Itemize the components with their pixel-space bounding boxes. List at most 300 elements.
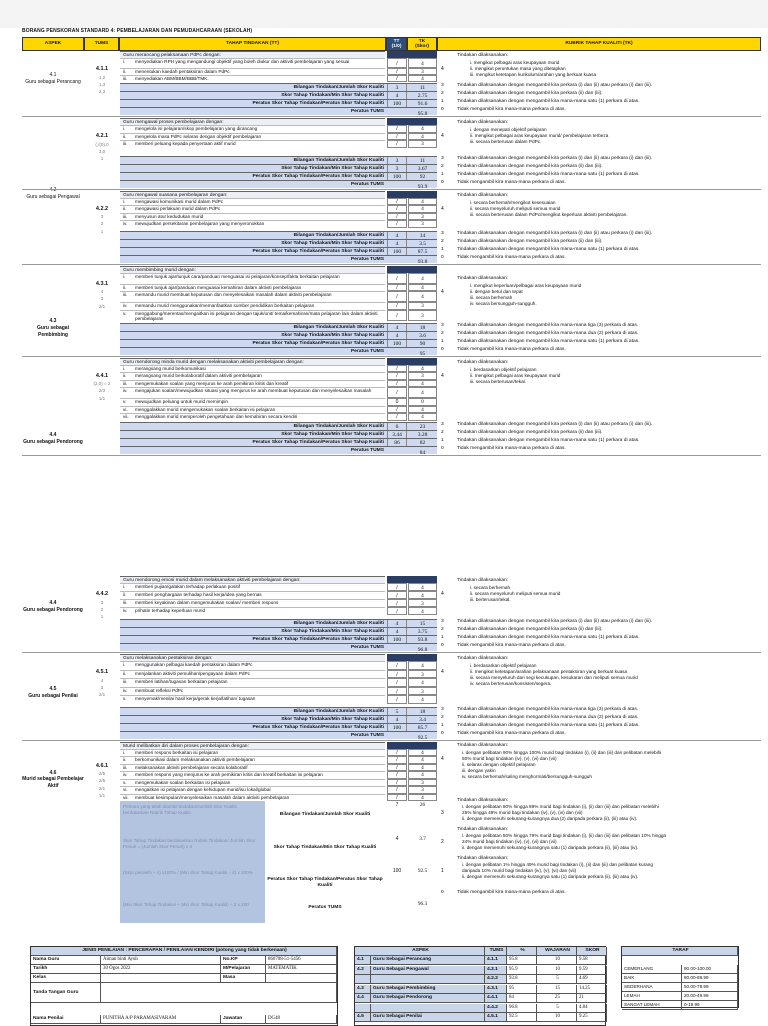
rubric-criterion: ii. mengikut peruntukan masa yang ditetapkan [470, 66, 566, 71]
action-item [120, 771, 385, 779]
rubric-level [441, 438, 761, 443]
percent: 92.5 [507, 1013, 537, 1022]
tt-total: 100 [387, 340, 407, 348]
tums-subnote: 1/1 [98, 792, 106, 798]
item-text: memberi tunjuk ajar/panduan menguasai kemahiran dalam aktiviti pembelajaran [135, 284, 302, 290]
level-number: 0 [441, 445, 444, 451]
tums-subnote: 1,3 [98, 81, 106, 87]
item-numeral: i. [123, 584, 126, 589]
tk-value: 4 [408, 291, 437, 302]
aspek-name [371, 1004, 485, 1013]
tt-total: 6 [387, 423, 407, 431]
item-text: melaksanakan aktiviti pembelajaran secara kolaboratif [135, 764, 248, 770]
item-numeral: i. [123, 198, 126, 204]
rubric-criterion: iii. secara berterusan dalam PdPc/mengikut keperluan aktiviti pembelajaran. [470, 211, 628, 217]
tums-subnote: (2,0) = 2 [93, 381, 111, 387]
level-number: 0 [441, 346, 444, 352]
item-text: memberi peluang kepada penyertaan aktif murid [135, 141, 236, 146]
item-text: memberi latihan/tugasan berkaitan pelajaran [135, 679, 228, 684]
item-numeral: ii. [123, 133, 127, 139]
aspek-num: 4.1 [355, 956, 371, 965]
aspek-number: 4.4 [49, 600, 57, 606]
document-title: BORANG PENSKORAN STANDARD 4: PEMBELAJARAN DAN PEMUDAHCARAAN (SEKOLAH) [22, 28, 253, 34]
tk-total: 82 [419, 439, 426, 446]
tt-total: 4 [387, 716, 407, 724]
item-text: menyusun atur kedudukan murid [135, 213, 204, 219]
level-text: Tidak mengambil kira mana-mana perkara di atas. [457, 254, 566, 260]
tums-code-block [86, 132, 118, 162]
tums-code: 4.2.2 [485, 975, 507, 984]
tt-value: / [387, 125, 407, 133]
tums-subnote: 2/5 [98, 771, 106, 777]
tums-subnote: 2/1 [98, 785, 106, 791]
tk-value: 3 [408, 786, 437, 794]
field-value [101, 974, 221, 983]
item-text: mengelola isi pelajaran/skop pembelajaran yang dirancang [135, 126, 258, 131]
tt-value: / [387, 749, 407, 757]
tt-total: 86 [387, 439, 407, 447]
item-text: mengaitkan isi pelajaran dengan kehidupan murid/isu lokal/global [135, 787, 271, 792]
field-label: Nama Guru [31, 956, 101, 965]
aspek-name: Guru Sebagai Penilai [371, 1013, 485, 1022]
level-number: 0 [441, 730, 444, 736]
rubric-criterion: 25% hingga 49% murid bagi tindakan (iv), (v), (vi) dan (vii) [462, 809, 583, 815]
weight: 5 [537, 975, 577, 984]
tt-total: 3 [387, 157, 407, 165]
weight: 10 [537, 966, 577, 975]
rubric-criterion: ii. dengan memenuhi sekurang-kurangnya satu (1) daripada perkara (ii), (iii) atau (iv). [462, 873, 639, 879]
tk-value: 3 [408, 68, 437, 75]
summary-label: Peratus Skor Tahap Tindakan/Peratus Skor Tahap Kualiti [252, 439, 384, 445]
tk-value: 4 [408, 591, 437, 599]
item-text: memberi respons yang menjurus ke arah pemikiran kritis dan kreatif berkaitan isi pelajaran [135, 772, 323, 777]
action-item [120, 678, 385, 687]
summary-label: Peratus Skor Tahap Tindakan/Peratus Skor Tahap Kualiti [252, 637, 384, 642]
tk-value: 4 [408, 406, 437, 414]
tt-header-shade [387, 358, 437, 365]
tums-label: Peratus TUMS [350, 181, 384, 187]
action-item [120, 220, 385, 228]
item-text: mewujudkan peluang untuk murid memimpin [135, 399, 229, 404]
tt-value: / [387, 380, 407, 388]
summary-row-tums [120, 107, 437, 115]
level-text: Tindakan dilaksanakan dengan mengambil kira perkara (i) dan (ii) atau perkara (i) dan (iii). [457, 421, 653, 427]
summary-label: Peratus Skor Tahap Tindakan/Peratus Skor Tahap Kualiti [252, 340, 384, 346]
item-text: memandu murid menggunakan/memanfaatkan sumber pendidikan berkaitan pelajaran [135, 303, 315, 308]
tt-value: / [387, 794, 407, 802]
summary-label: Skor Tahap Tindakan/Min Skor Tahap Kualiti [281, 93, 384, 98]
item-numeral: i. [123, 273, 126, 279]
rubric-criterion: i. secara berhemah/mengikut kesesuaian [470, 199, 556, 205]
item-numeral: iii. [123, 679, 128, 684]
field-label: No.KP [221, 956, 266, 965]
aspek-num: 4.5 [355, 1013, 371, 1022]
taraf-table [621, 946, 739, 1008]
tums-code-block [86, 762, 118, 800]
tt-total: 100 [387, 248, 407, 256]
tk-total: 2.75 [417, 93, 428, 99]
aspek-label [22, 318, 84, 338]
level-number: 0 [441, 254, 444, 260]
field-value: 860708-51-5456 [266, 956, 337, 965]
item-text: mengelola masa PdPc selaras dengan objektif pembelajaran [135, 133, 262, 139]
summary-row-pct [120, 438, 437, 446]
aspek-num: 4.4 [355, 994, 371, 1003]
item-numeral: i. [123, 59, 126, 64]
taraf-band: BAIK [622, 974, 682, 983]
aspek-name: Guru Sebagai Pendorong [371, 994, 485, 1003]
rubric-criteria [462, 804, 659, 822]
tk-total: 3.5 [419, 240, 426, 247]
score: 9.25 [577, 1013, 607, 1022]
tt-total: 4 [387, 835, 407, 843]
tt-total: 100 [387, 636, 407, 644]
rubric-criterion: 50% murid bagi tindakan (iv), (v), (vi) dan (vii) [462, 755, 557, 761]
aspek-number: 4.2 [49, 187, 57, 193]
level-text: Tindakan dilaksanakan dengan mengambil kira mana-mana satu (1) perkara di atas. [457, 722, 640, 728]
summary-row-skor [120, 715, 437, 723]
tt-value: / [387, 372, 407, 380]
action-item [120, 133, 385, 141]
tums-subnote: 1 [100, 228, 104, 234]
tums-subnote: 2/5 [98, 778, 106, 784]
item-numeral: v. [123, 310, 127, 316]
item-numeral: iii. [123, 141, 128, 146]
tk-value: 4 [408, 365, 437, 373]
action-item [120, 75, 385, 82]
summary-label: Peratus Skor Tahap Tindakan/Peratus Skor Tahap Kualiti [252, 724, 384, 730]
level-text: Tindakan dilaksanakan dengan mengambil kira mana-mana satu (1) perkara di atas. [457, 338, 640, 344]
section-lead: Guru mengawal proses pembelajaran dengan: [120, 118, 385, 125]
rubric-level [441, 643, 761, 648]
tk-value: 4 [408, 794, 437, 802]
rubric-level [441, 715, 761, 720]
info-box [30, 946, 338, 1026]
tums-subnote: 2/1 [98, 303, 106, 309]
section-lead: Murid melibatkan diri dalam proses pembelajaran dengan: [120, 742, 385, 749]
summary-label: Bilangan Tindakan/Jumlah Skor Kualiti [293, 708, 384, 714]
item-numeral: iii. [123, 213, 128, 219]
rubric-level [441, 164, 761, 169]
summary-label: Peratus TUMS [308, 905, 342, 910]
summary-row-pct [120, 635, 437, 643]
summary-row-skor [120, 430, 437, 438]
level-text: Tindakan dilaksanakan dengan mengambil kira perkara (i) dan (ii) atau perkara (i) dan (iii). [457, 619, 653, 624]
rubric-level [441, 323, 761, 328]
level-text: Tidak mengambil kira mana-mana perkara di atas. [457, 889, 566, 895]
action-item [120, 599, 385, 607]
aspek-number: 4.3 [49, 318, 57, 324]
section-divider [22, 189, 761, 190]
item-text: mengawasi perlakuan murid dalam PdPc [135, 206, 221, 211]
item-numeral: v. [123, 399, 127, 404]
summary-row-skor [120, 164, 437, 172]
level-text: Tindakan dilaksanakan dengan mengambil kira perkara (ii) dan (iii). [457, 429, 603, 435]
rubric-criterion: i. dengan menepati objektif pelajaran [470, 127, 547, 132]
tk-value: 4 [408, 771, 437, 779]
tk-total: 3.6 [419, 332, 426, 339]
tums-blank [387, 181, 407, 189]
section-lead: Guru mendorong minda murid dengan melaksanakan aktiviti pembelajaran dengan: [120, 358, 385, 365]
tums-subnote: 2 [100, 221, 104, 227]
summary-row-pct [120, 99, 437, 107]
rubric-criterion: ii. mengikut pelbagai aras keupayaan murid/ pembelajaran terbeza [470, 133, 609, 138]
level-text: Tindakan dilaksanakan dengan mengambil kira mana-mana satu (1) perkara di atas. [457, 246, 640, 252]
level-number: 1 [441, 338, 444, 344]
rubric-level [441, 231, 761, 236]
weight: 10 [537, 956, 577, 965]
rubric-criterion: ii. mengikut pelbagai aras keupayaan murid [470, 372, 561, 378]
action-item [120, 398, 385, 406]
header-rubrik: RUBRIK TAHAP KUALITI (TK) [437, 37, 761, 51]
tk-total: 3.75 [417, 629, 428, 635]
rubric-criterion: i. dengan pelibatan 50% hingga 79% murid bagi tindakan (i), (ii) dan (iii) dan pelibatan 10% hingga [462, 832, 667, 838]
summary-head: TUMS [485, 947, 507, 956]
tums-code: 4.2.1 [95, 133, 109, 139]
item-numeral: ii. [123, 757, 127, 762]
summary-row-tums [120, 731, 437, 739]
section-divider [22, 356, 761, 357]
action-item [120, 687, 385, 696]
tums-blank [387, 256, 407, 264]
item-text: mengawasi komunikasi murid dalam PdPc [135, 198, 224, 204]
item-text: memberi pujian/galakan terhadap perlakuan positif [135, 584, 241, 589]
tk-total: 85.7 [417, 724, 428, 731]
tk-total: 92 [419, 173, 426, 180]
item-numeral: i. [123, 662, 126, 667]
action-item [120, 380, 385, 388]
rubric-heading: Tindakan dilaksanakan: [457, 275, 509, 281]
tk-total: 3.4 [419, 716, 426, 723]
action-item [120, 68, 385, 75]
tt-value: / [387, 687, 407, 696]
action-item [120, 749, 385, 757]
rubric-level [441, 422, 761, 427]
item-text: menggalakkan murid memperoleh pengetahuan dan kemahiran secara kendiri [135, 414, 298, 419]
tt-value: 0 [387, 398, 407, 406]
item-numeral: i. [123, 126, 126, 131]
rubric-score-4: 4 [441, 372, 444, 379]
weight: 15 [537, 985, 577, 994]
level-text: Tindakan dilaksanakan dengan mengambil kira mana-mana tiga (3) perkara di atas. [457, 322, 639, 328]
rubric-criterion: iii. mengikut ketetapan kurikulum/arahan yang berkuat kuasa [470, 72, 597, 77]
level-text: Tindakan dilaksanakan dengan mengambil kira mana-mana dua (2) perkara di atas. [457, 330, 639, 336]
taraf-band: CEMERLANG [622, 965, 682, 974]
summary-row-skor [120, 331, 437, 339]
rubric-level [441, 430, 761, 435]
aspek-number: 4.1 [49, 72, 57, 78]
tk-value: 4 [408, 198, 437, 206]
summary-label: Skor Tahap Tindakan/Min Skor Tahap Kualiti [281, 431, 384, 437]
summary-row-tums [120, 347, 437, 355]
summary-row-skor [120, 91, 437, 99]
aspek-name: Murid sebagai Pembelajar Aktif [22, 776, 84, 789]
rubric-heading: Tindakan dilaksanakan: [457, 359, 509, 365]
tk-value: 3 [408, 779, 437, 787]
level-number: 1 [441, 171, 444, 177]
formula-note: (Min Skor Tahap Tindakan + Min Skor Tahap Kualiti) ÷ 2 x 100 [120, 899, 265, 923]
tk-value: 3 [408, 372, 437, 380]
tt-value: / [387, 140, 407, 148]
section-divider [22, 116, 761, 117]
summary-head: SKOR [577, 947, 607, 956]
rubric-criterion: i. secara berhemah [470, 585, 511, 590]
rubric-criteria [470, 60, 596, 78]
tt-value: / [387, 583, 407, 591]
summary-row-bil [120, 83, 437, 91]
tums-code: 4.1.1 [485, 956, 507, 965]
summary-row-pct [120, 247, 437, 255]
formula-note: Skor Tahap Tindakan berdasarkan Rubrik Tindakan/ Jumlah Skor Penuh = (Jumlah Skor Penuh) x 4 [120, 835, 265, 867]
item-text: menggabung/merentas/mengaitkan isi pelajaran dengan tajuk/unit/ tema/kemahiran/mata pelajaran lain dalam aktiviti pembelajaran [135, 310, 378, 322]
rubric-criteria [470, 663, 638, 687]
item-numeral: iv. [123, 772, 128, 777]
score: 4.84 [577, 1004, 607, 1013]
level-text: Tindakan dilaksanakan dengan mengambil kira mana-mana satu (1) perkara di atas. [457, 437, 640, 443]
tt-value: / [387, 284, 407, 292]
summary-row-bil [120, 156, 437, 164]
level-number: 0 [441, 889, 444, 895]
aspek-number: 4.5 [49, 686, 57, 692]
tk-value: 4 [408, 749, 437, 757]
aspek-label [22, 72, 84, 86]
level-number: 1 [441, 437, 444, 443]
tums-code: 4.4.1 [95, 372, 109, 379]
action-item [120, 284, 385, 292]
summary-label: Skor Tahap Tindakan/Min Skor Tahap Kualiti [281, 165, 384, 171]
taraf-range: 20.00-49.99 [682, 992, 738, 1001]
tums-blank [387, 644, 407, 652]
rubric-level [441, 83, 761, 88]
rubric-level [441, 347, 761, 352]
level-number: 1 [441, 99, 444, 104]
item-text: membuat kesimpulan/menyelesaikan masalah dalam aktiviti pembelajaran [135, 794, 290, 800]
tums-code: 4.2.2 [95, 205, 109, 212]
action-item [120, 779, 385, 787]
summary-label: Peratus Skor Tahap Tindakan/Peratus Skor Tahap Kualiti [267, 877, 383, 888]
action-item [120, 302, 385, 310]
rubric-score-4: 4 [441, 669, 444, 675]
level-number: 2 [441, 238, 444, 244]
taraf-range: 0-19.99 [682, 1001, 738, 1010]
tums-subnote: 1/1 [98, 395, 106, 401]
item-numeral: vii. [123, 414, 129, 419]
level-text: Tindakan dilaksanakan dengan mengambil kira mana-mana tiga (3) perkara di atas. [457, 706, 639, 712]
rubric-criterion: 24% murid bagi tindakan (iv), (v), (vi) dan (vii) [462, 838, 557, 844]
tums-code: 4.4.1 [485, 994, 507, 1003]
rubric-criterion: iv. secara berterusan/konsisten/segera. [470, 681, 552, 686]
tums-value: 93.9 [417, 183, 428, 190]
item-text: menggalakkan murid mengemukakan soalan berkaitan isi pelajaran [135, 406, 276, 412]
level-number: 2 [441, 627, 444, 632]
rubric-score-4: 4 [441, 66, 444, 72]
tt-value: / [387, 198, 407, 206]
tums-code-block [86, 668, 118, 698]
header-tk: TK (Skor) [407, 37, 437, 51]
tums-subnote: 4 [100, 289, 104, 295]
level-text: Tindakan dilaksanakan dengan mengambil kira perkara (ii) dan (iii). [457, 91, 603, 96]
summary-row-tums [120, 446, 437, 454]
summary-row-pct [120, 172, 437, 180]
tk-value: 4 [408, 273, 437, 284]
tk-total: 92.5 [408, 867, 437, 875]
tums-subnote: (,/(0),0 [95, 141, 109, 147]
aspek-name: Guru sebagai Perancang [25, 78, 81, 85]
aspek-name: Guru sebagai Pengawal [26, 193, 80, 200]
rubric-criteria [462, 833, 666, 851]
formula-note: Perkara yang telah diambil tindakan/Jumlah Skor Kualiti berdasarkan Rubrik Tahap Kualiti [120, 801, 265, 835]
tk-value: 4 [408, 678, 437, 687]
level-number: 2 [441, 330, 444, 336]
tt-value: / [387, 365, 407, 373]
field-value: DG48 [266, 1015, 337, 1024]
item-text: menggunakan pelbagai kaedah pentaksiran dalam PdPc [135, 662, 253, 667]
field-value [266, 974, 337, 983]
tums-subnote: 3,0 [98, 148, 106, 154]
summary-label: Bilangan Tindakan/Jumlah Skor Kualiti [293, 621, 384, 626]
tums-subnote: 4 [100, 677, 104, 683]
level-number: 1 [441, 635, 444, 640]
tt-total: 100 [387, 724, 407, 732]
tk-total: 90 [419, 340, 426, 347]
tk-value: 3 [408, 670, 437, 679]
rubric-score: 2 [441, 838, 444, 845]
taraf-band: LEMAH [622, 992, 682, 1001]
score: 14.25 [577, 985, 607, 994]
item-numeral: iv. [123, 221, 128, 226]
tums-code: 4.2.1 [485, 966, 507, 975]
item-text: mewujudkan persekitaran pembelajaran yang menyeronokkan [135, 221, 265, 226]
tk-value: 0 [408, 398, 437, 406]
level-number: 2 [441, 91, 444, 96]
rubric-criterion: iii. secara berterusan dalam PdPc. [470, 139, 542, 144]
rubric-heading: Tindakan dilaksanakan: [457, 120, 509, 125]
item-numeral: i. [123, 749, 126, 755]
item-numeral: vii. [123, 794, 129, 800]
taraf-range: 50.00-79.99 [682, 983, 738, 992]
tums-blank [387, 108, 407, 116]
tt-value: / [387, 68, 407, 75]
section-lead: Guru membimbing murid dengan: [120, 266, 385, 273]
level-number: 0 [441, 643, 444, 648]
tt-value: / [387, 591, 407, 599]
summary-label: Bilangan Tindakan/Jumlah Skor Kualiti [293, 324, 384, 330]
tk-total: 18 [419, 324, 426, 331]
rubric-level [441, 107, 761, 112]
field-label: Masa [221, 974, 266, 983]
level-number: 3 [441, 706, 444, 712]
summary-label: Bilangan Tindakan/Jumlah Skor Kualiti [279, 812, 371, 817]
item-numeral: iv. [123, 388, 128, 393]
rubric-criteria [470, 283, 581, 307]
rubric-criterion: iii. secara berhemah [470, 294, 513, 300]
rubric-level [441, 156, 761, 161]
field-label: Tanda Tangan Guru [31, 983, 101, 1003]
action-item [120, 365, 385, 373]
summary-row-tums [120, 180, 437, 188]
rubric-criterion: i. dengan pelibatan 80% hingga 89% murid bagi tindakan (i), (ii) dan (iii) dan pelibatan melebihi [462, 803, 659, 809]
header-tindakan: TAHAP TINDAKAN (TT) [119, 37, 386, 51]
top-margin [0, 0, 768, 28]
tums-blank [387, 447, 407, 455]
tk-value: 4 [408, 205, 437, 213]
item-numeral: ii. [123, 592, 127, 597]
action-item [120, 213, 385, 221]
rubric-level [441, 731, 761, 736]
item-numeral: vi. [123, 406, 128, 412]
tk-value: 4 [408, 583, 437, 591]
tums-subnote: 3 [100, 684, 104, 690]
